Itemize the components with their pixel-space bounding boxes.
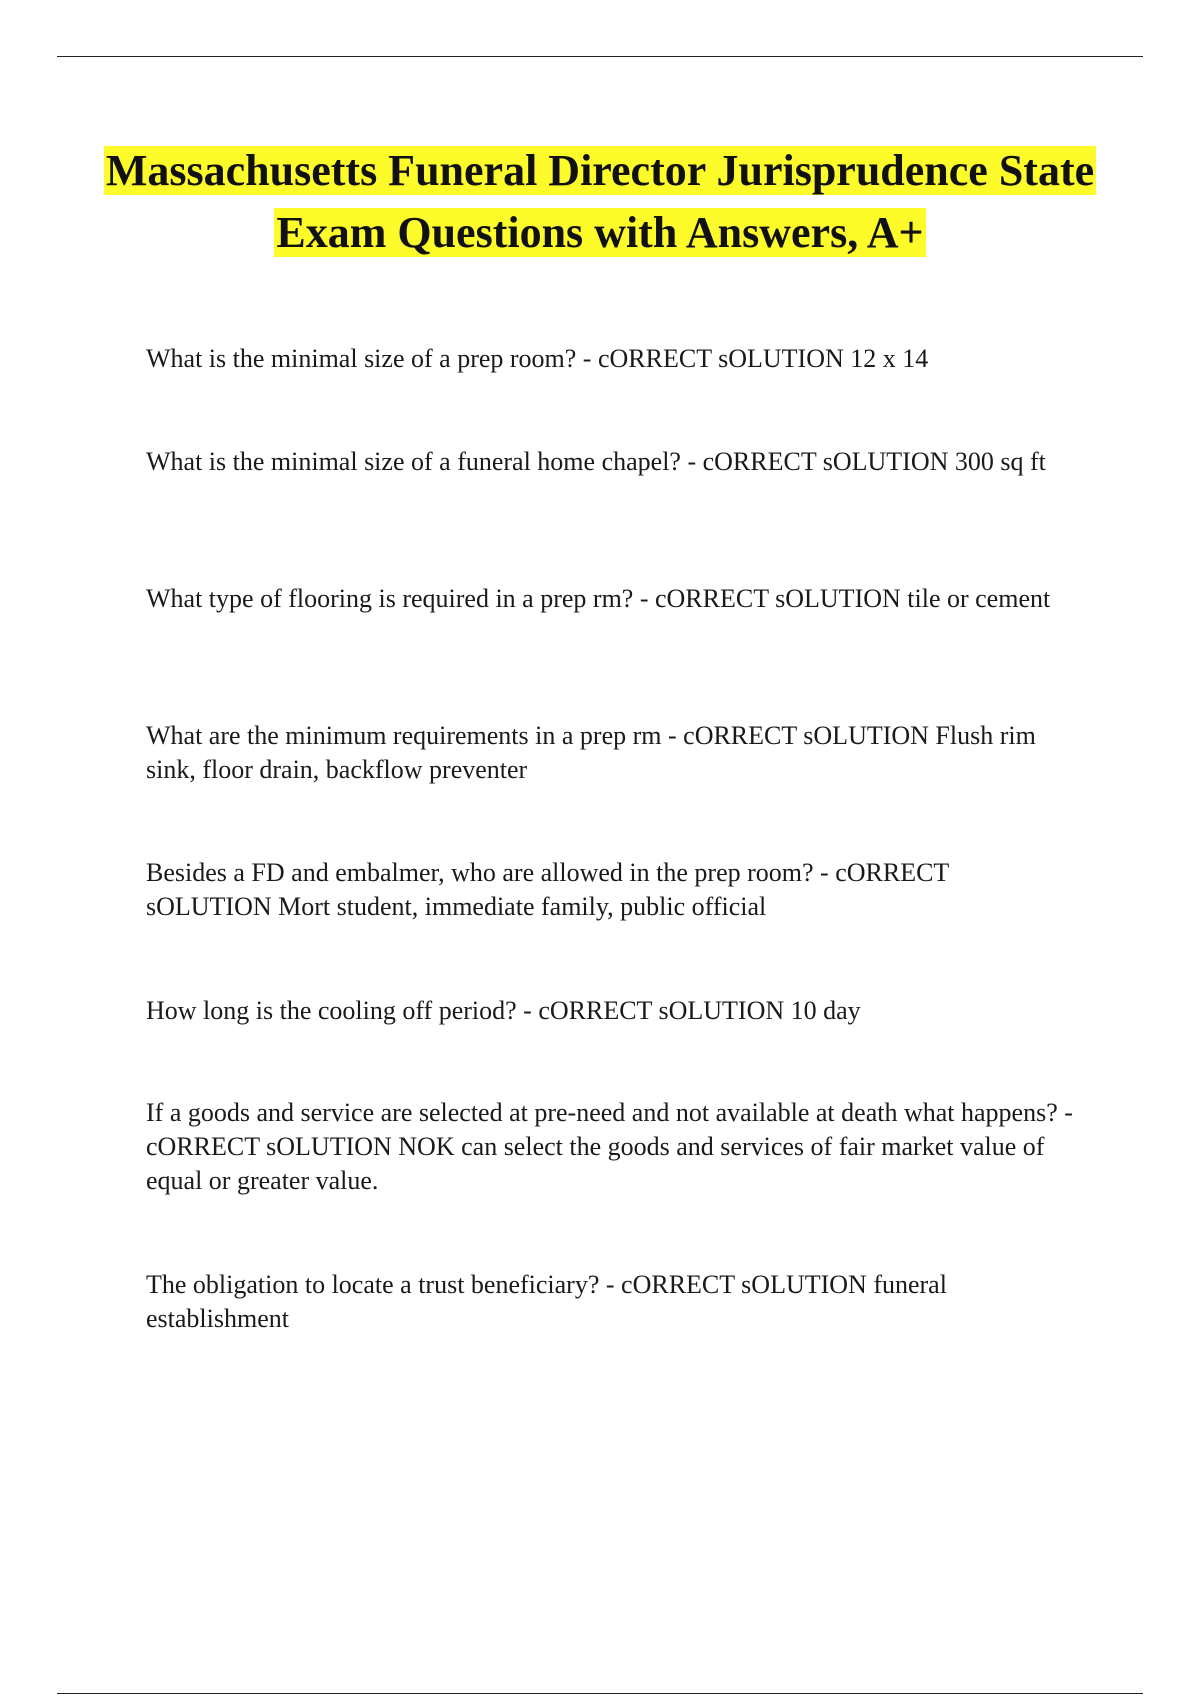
qa-item-8: The obligation to locate a trust beneficiary? - cORRECT sOLUTION funeral establishment	[146, 1270, 947, 1333]
qa-list	[146, 0, 1076, 1700]
qa-item-1: What is the minimal size of a prep room? - cORRECT sOLUTION 12 x 14	[146, 344, 929, 373]
qa-item-2: What is the minimal size of a funeral home chapel? - cORRECT sOLUTION 300 sq ft	[146, 447, 1046, 476]
qa-item-7: If a goods and service are selected at pre-need and not available at death what happens? - cORRECT sOLUTION NOK can select the goods and services of fair market value of equal or greater value.	[146, 1098, 1073, 1195]
qa-item-4: What are the minimum requirements in a prep rm - cORRECT sOLUTION Flush rim sink, floor drain, backflow preventer	[146, 721, 1036, 784]
document-title: Massachusetts Funeral Director Jurisprudence State Exam Questions with Answers, A+	[105, 146, 1095, 257]
qa-item-5: Besides a FD and embalmer, who are allowed in the prep room? - cORRECT sOLUTION Mort student, immediate family, public official	[146, 858, 949, 921]
bottom-divider	[57, 1693, 1143, 1694]
qa-item-3: What type of flooring is required in a prep rm? - cORRECT sOLUTION tile or cement	[146, 584, 1051, 613]
qa-item-6: How long is the cooling off period? - cORRECT sOLUTION 10 day	[146, 996, 861, 1025]
